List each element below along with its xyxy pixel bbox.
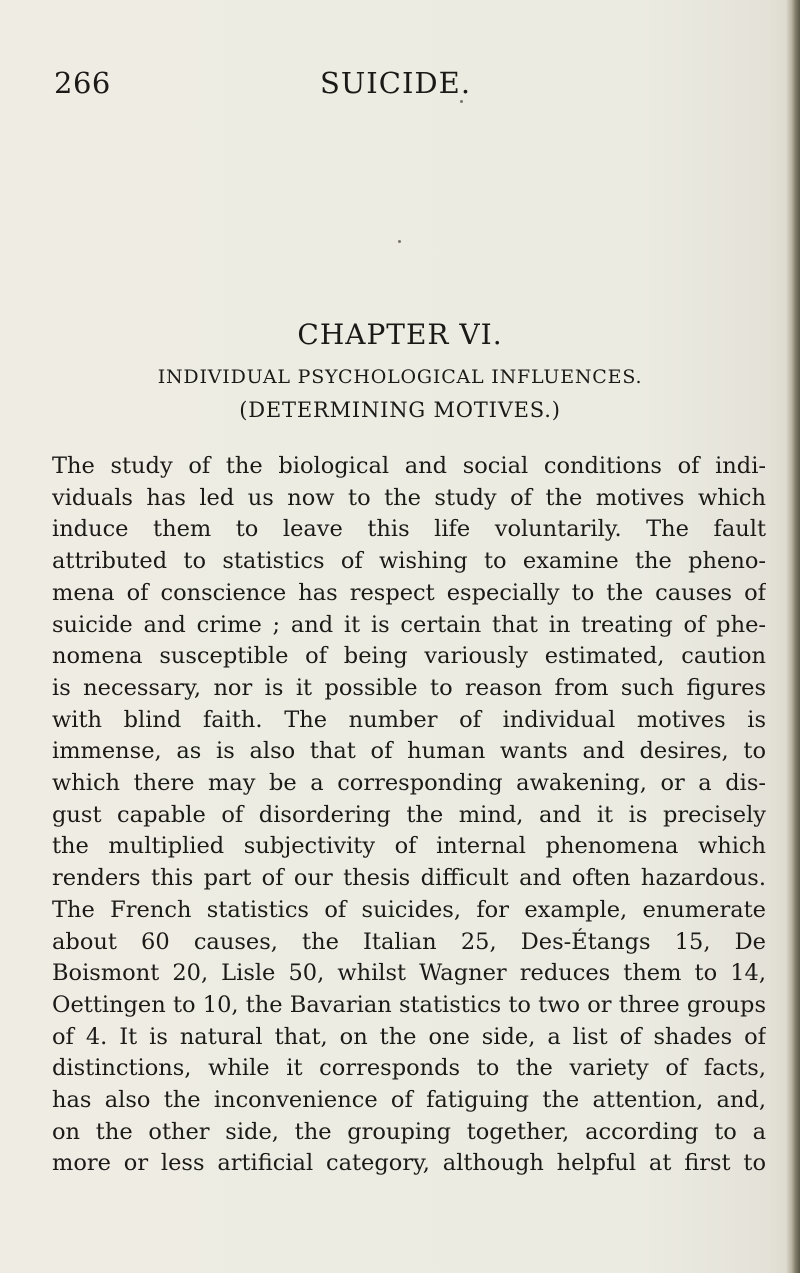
text-line: induce them to leave this life voluntarily. The fault: [52, 516, 766, 543]
text-line: viduals has led us now to the study of the motives which: [52, 484, 766, 511]
text-line: more or less artificial category, although helpful at first to: [52, 1150, 766, 1177]
chapter-subtitle: INDIVIDUAL PSYCHOLOGICAL INFLUENCES.: [157, 366, 643, 388]
text-line: is necessary, nor is it possible to reason from such figures: [52, 674, 766, 701]
chapter-title: CHAPTER VI.: [297, 318, 503, 351]
text-line: of 4. It is natural that, on the one side, a list of shades of: [52, 1023, 766, 1050]
text-line: on the other side, the grouping together, according to a: [52, 1118, 766, 1145]
text-line: gust capable of disordering the mind, and it is precisely: [52, 801, 766, 828]
text-line: renders this part of our thesis difficult and often hazardous.: [52, 865, 766, 892]
chapter-subtitle-parenthetical: (DETERMINING MOTIVES.): [239, 398, 561, 422]
text-line: nomena susceptible of being variously estimated, caution: [52, 643, 766, 670]
text-line: Oettingen to 10, the Bavarian statistics to two or three groups: [52, 991, 766, 1018]
text-line: the multiplied subjectivity of internal phenomena which: [52, 833, 766, 860]
page-edge-shadow: [786, 0, 800, 1273]
text-line: attributed to statistics of wishing to examine the pheno-: [52, 548, 766, 575]
body-text: [52, 451, 766, 1180]
text-line: immense, as is also that of human wants and desires, to: [52, 738, 766, 765]
text-line: suicide and crime ; and it is certain that in treating of phe-: [52, 611, 766, 638]
text-line: with blind faith. The number of individual motives is: [52, 706, 766, 733]
text-line: about 60 causes, the Italian 25, Des-Étangs 15, De: [52, 928, 766, 955]
text-line: Boismont 20, Lisle 50, whilst Wagner reduces them to 14,: [52, 960, 766, 987]
text-line: mena of conscience has respect especially to the causes of: [52, 579, 766, 606]
text-line: which there may be a corresponding awakening, or a dis-: [52, 770, 766, 797]
text-line: The study of the biological and social conditions of indi-: [52, 453, 766, 479]
running-head: [0, 66, 800, 106]
text-line: distinctions, while it corresponds to the variety of facts,: [52, 1055, 766, 1082]
running-title: SUICIDE.: [320, 66, 472, 100]
page-number: 266: [54, 66, 111, 100]
text-line: has also the inconvenience of fatiguing the attention, and,: [52, 1087, 766, 1114]
print-speck: [398, 240, 401, 243]
text-line: The French statistics of suicides, for example, enumerate: [52, 896, 766, 923]
